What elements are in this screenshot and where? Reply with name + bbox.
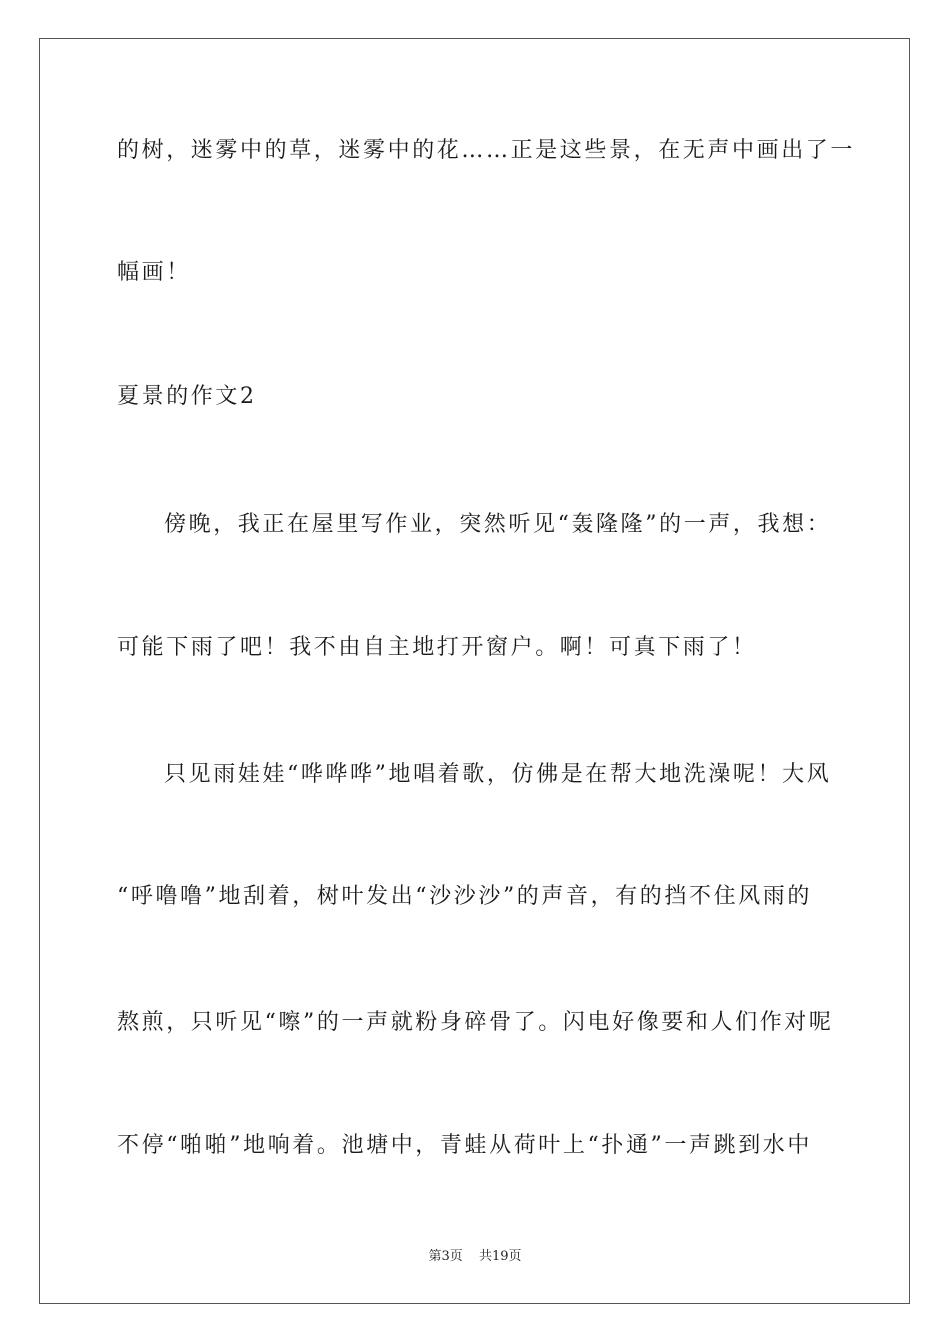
text-line: “呼噜噜”地刮着，树叶发出“沙沙沙”的声音，有的挡不住风雨的 [117,884,812,909]
text-line: 傍晚，我正在屋里写作业，突然听见“轰隆隆”的一声，我想： [164,512,832,537]
text-line: 的树，迷雾中的草，迷雾中的花……正是这些景，在无声中画出了一 [117,138,856,163]
page-number: 第3页 [428,1249,463,1264]
text-line: 可能下雨了吧！我不由自主地打开窗户。啊！可真下雨了！ [117,635,757,660]
text-line: 只见雨娃娃“哗哗哗”地唱着歌，仿佛是在帮大地洗澡呢！大风 [164,762,832,787]
section-heading: 夏景的作文2 [117,384,257,409]
page-frame [39,38,910,1304]
text-line: 不停“啪啪”地响着。池塘中，青蛙从荷叶上“扑通”一声跳到水中 [117,1133,812,1158]
text-line: 幅画！ [117,260,191,285]
text-line: 熬煎，只听见“嚓”的一声就粉身碎骨了。闪电好像要和人们作对呢 [117,1010,834,1035]
page-total: 共19页 [478,1249,522,1264]
page-footer [0,1245,950,1264]
